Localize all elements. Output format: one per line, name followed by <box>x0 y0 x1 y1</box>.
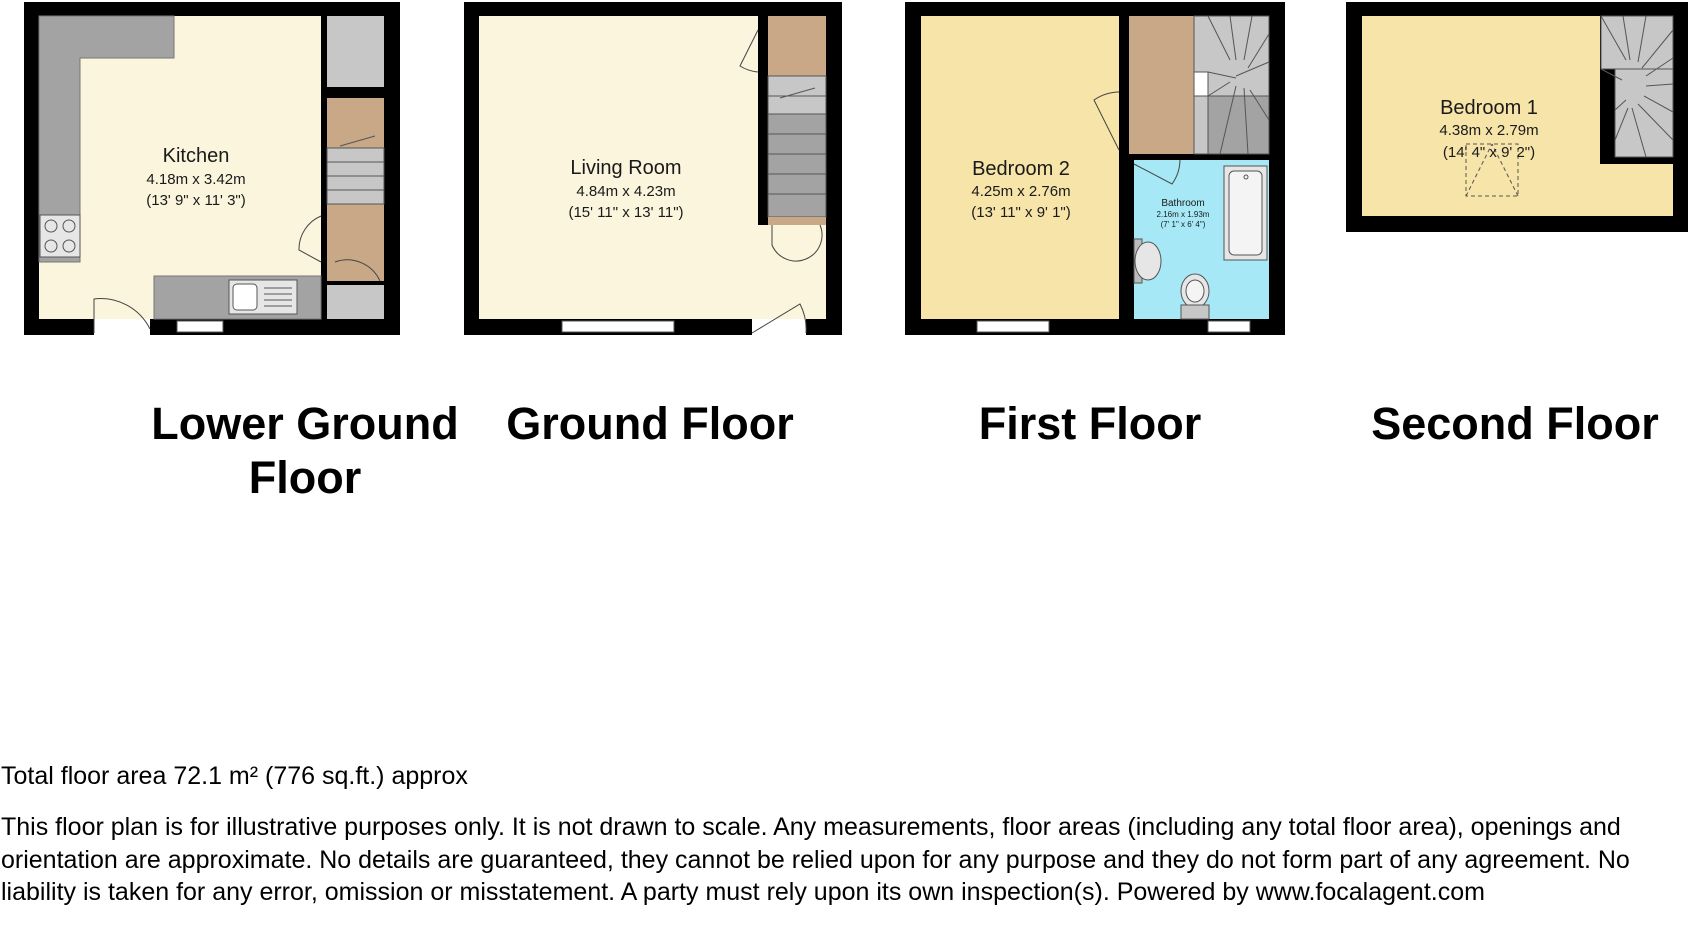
bedroom-2-window <box>977 321 1049 332</box>
bathroom-label: Bathroom <box>1161 198 1205 209</box>
first-floor-title: First Floor <box>978 398 1202 449</box>
ground-hall-floor <box>758 225 826 319</box>
hob-icon <box>40 215 80 257</box>
toilet-icon <box>1181 274 1209 319</box>
bedroom-1-metric: 4.38m x 2.79m <box>1439 122 1539 139</box>
living-room-imperial: (15' 11" x 13' 11") <box>568 204 684 221</box>
ground-stair-landing <box>768 16 826 76</box>
bedroom-1-imperial: (14' 4" x 9' 2") <box>1442 144 1536 161</box>
second-floor-plan <box>1346 2 1688 232</box>
bedroom-1-label: Bedroom 1 <box>1440 97 1538 119</box>
bedroom-2-metric: 4.25m x 2.76m <box>971 183 1071 200</box>
bathroom-window <box>1208 321 1250 332</box>
sink-icon <box>229 280 297 314</box>
kitchen-window <box>177 321 223 332</box>
living-room-metric: 4.84m x 4.23m <box>576 183 676 200</box>
store-cupboard <box>327 16 384 87</box>
kitchen-label: Kitchen <box>162 145 230 167</box>
bedroom-2-imperial: (13' 11" x 9' 1") <box>971 204 1071 221</box>
ground-staircase <box>768 76 826 217</box>
ground-floor-title: Ground Floor <box>506 398 794 449</box>
kitchen-floor <box>39 16 321 319</box>
lower-cupboard <box>327 285 384 319</box>
first-floor-plan <box>905 2 1285 335</box>
first-landing <box>1129 16 1194 154</box>
kitchen-metric: 4.18m x 3.42m <box>146 171 246 188</box>
ground-stair-step <box>768 217 826 225</box>
kitchen-imperial: (13' 9" x 11' 3") <box>146 192 246 209</box>
lower-ground-floor-plan <box>24 2 400 335</box>
ground-floor-plan <box>464 2 842 335</box>
living-room-label: Living Room <box>570 157 682 179</box>
total-floor-area: Total floor area 72.1 m² (776 sq.ft.) approx <box>1 762 468 790</box>
first-staircase <box>1194 16 1269 154</box>
bath-icon <box>1224 166 1267 260</box>
bedroom-2-label: Bedroom 2 <box>972 158 1070 180</box>
bathroom-imperial: (7' 1" x 6' 4") <box>1160 220 1206 229</box>
lower-ground-floor-title: Lower Ground Floor <box>151 398 459 503</box>
second-floor-title: Second Floor <box>1371 398 1659 449</box>
bathroom-metric: 2.16m x 1.93m <box>1156 210 1210 219</box>
disclaimer-text: This floor plan is for illustrative purposes only. It is not drawn to scale. Any measurements, floor areas (including any total floor area), openings and orientation are approximate. No details are guaranteed, they cannot be relied upon for any purpose and they do not form part of any agreement. No liability is taken for any error, omission or misstatement. A party must rely upon its own inspection(s). Powered by www.focalagent.com <box>1 813 1630 906</box>
living-window <box>562 321 674 332</box>
